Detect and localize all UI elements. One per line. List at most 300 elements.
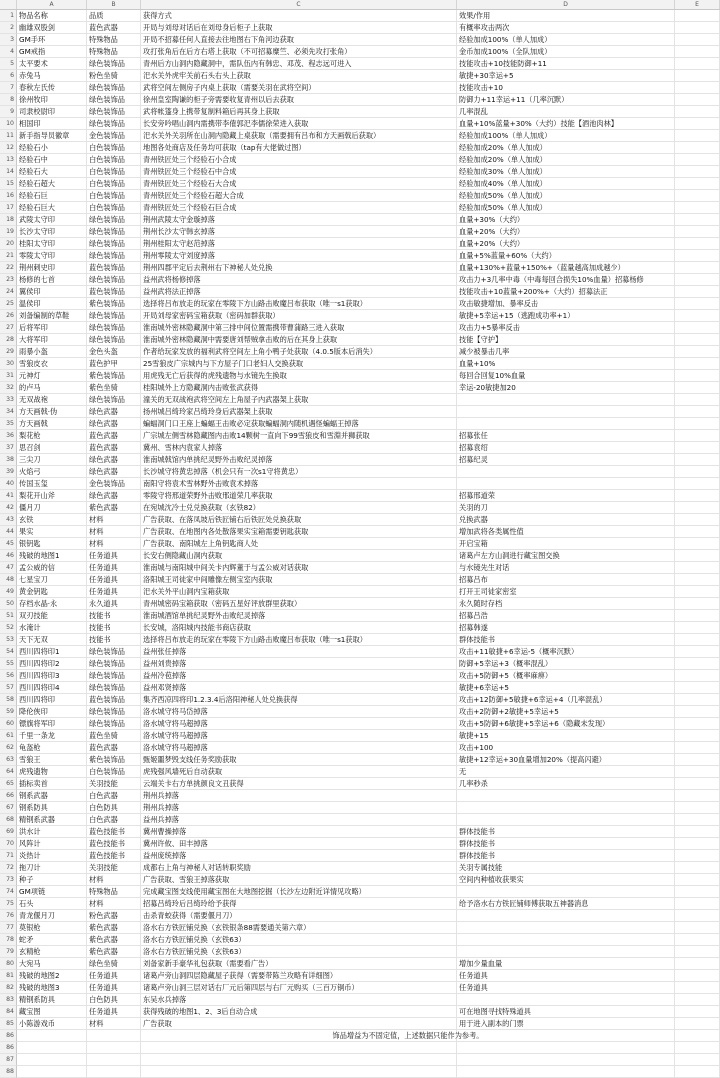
item-name-cell[interactable]: 徐州牧印 xyxy=(17,94,87,106)
effect-cell[interactable]: 敏捷+6幸运+5 xyxy=(457,682,675,694)
source-cell[interactable]: 益州冷苞掉落 xyxy=(141,670,457,682)
column-header-d[interactable]: D xyxy=(457,0,675,9)
source-cell[interactable]: 南阳守将袁术雪林野外击败袁术掉落 xyxy=(141,478,457,490)
effect-cell[interactable] xyxy=(457,790,675,802)
source-cell[interactable]: 25雪狼皮广宗城内与下方屋子门口老妇人交换获取 xyxy=(141,358,457,370)
source-cell[interactable]: 洛水城守将马岱掉落 xyxy=(141,706,457,718)
quality-cell[interactable]: 金色装饰品 xyxy=(87,130,141,142)
row-number[interactable]: 20 xyxy=(0,238,17,250)
effect-cell[interactable]: 幸运-20敏捷加20 xyxy=(457,382,675,394)
row-number[interactable]: 38 xyxy=(0,454,17,466)
source-cell[interactable]: 桂阳城外上方隐藏洞内击败张武获得 xyxy=(141,382,457,394)
row-number[interactable]: 35 xyxy=(0,418,17,430)
quality-cell[interactable]: 蓝色坐骑 xyxy=(87,730,141,742)
effect-cell[interactable] xyxy=(457,946,675,958)
row-number[interactable]: 42 xyxy=(0,502,17,514)
empty-cell[interactable] xyxy=(675,610,720,622)
empty-cell[interactable] xyxy=(675,766,720,778)
source-cell[interactable]: 青州城密码宝箱获取（密码五星好评放群里获取） xyxy=(141,598,457,610)
source-cell[interactable]: 攻打张角后在后方右塔上获取（不可招募糜竺、必须先攻打张角） xyxy=(141,46,457,58)
item-name-cell[interactable]: 雪狼皮衣 xyxy=(17,358,87,370)
row-number[interactable]: 79 xyxy=(0,946,17,958)
item-name-cell[interactable]: 大将军印 xyxy=(17,334,87,346)
row-number[interactable]: 2 xyxy=(0,22,17,34)
item-name-cell[interactable]: 传国玉玺 xyxy=(17,478,87,490)
effect-cell[interactable]: 招募吕布 xyxy=(457,574,675,586)
effect-cell[interactable]: 有概率攻击两次 xyxy=(457,22,675,34)
source-cell[interactable]: 淮南城戟馆内单挑纪灵野外击败纪灵掉落 xyxy=(141,454,457,466)
item-name-cell[interactable]: GM手环 xyxy=(17,34,87,46)
empty-cell[interactable] xyxy=(675,214,720,226)
quality-cell[interactable]: 材料 xyxy=(87,1018,141,1030)
effect-cell[interactable]: 血量+20%（大约） xyxy=(457,238,675,250)
source-cell[interactable]: 诸葛卢旁山洞四层隐藏屋子获得（需要带陈兰攻略有详细图） xyxy=(141,970,457,982)
quality-cell[interactable]: 白色武器 xyxy=(87,790,141,802)
source-cell[interactable]: 广宗城左侧雪林隐藏图内击败14颗树一直向下99雪狼皮和雪淵并狮获取 xyxy=(141,430,457,442)
empty-cell[interactable] xyxy=(675,994,720,1006)
effect-cell[interactable] xyxy=(457,934,675,946)
effect-cell[interactable]: 防御+5幸运+3（概率混乱） xyxy=(457,658,675,670)
empty-cell[interactable] xyxy=(675,838,720,850)
quality-cell[interactable]: 绿色装饰品 xyxy=(87,58,141,70)
quality-cell[interactable]: 紫色武器 xyxy=(87,946,141,958)
empty-cell[interactable] xyxy=(675,622,720,634)
effect-cell[interactable]: 敏捷+15 xyxy=(457,730,675,742)
item-name-cell[interactable]: 新手指导员徽章 xyxy=(17,130,87,142)
effect-cell[interactable] xyxy=(457,1054,675,1066)
empty-cell[interactable] xyxy=(675,970,720,982)
row-number[interactable]: 8 xyxy=(0,94,17,106)
row-number[interactable]: 24 xyxy=(0,286,17,298)
empty-cell[interactable] xyxy=(675,1054,720,1066)
source-cell[interactable]: 益州张任掉落 xyxy=(141,646,457,658)
row-number[interactable]: 1 xyxy=(0,10,17,22)
row-number[interactable]: 23 xyxy=(0,274,17,286)
empty-cell[interactable] xyxy=(675,22,720,34)
quality-cell[interactable]: 材料 xyxy=(87,538,141,550)
source-cell[interactable]: 荆州兵掉落 xyxy=(141,802,457,814)
row-number[interactable]: 86 xyxy=(0,1042,17,1054)
empty-cell[interactable] xyxy=(675,46,720,58)
effect-cell[interactable]: 招募韩遂 xyxy=(457,622,675,634)
row-number[interactable]: 5 xyxy=(0,58,17,70)
item-name-cell[interactable]: 经验石超大 xyxy=(17,178,87,190)
quality-cell[interactable]: 绿色武器 xyxy=(87,490,141,502)
quality-cell[interactable]: 蓝色装饰品 xyxy=(87,262,141,274)
item-name-cell[interactable]: 钢系防具 xyxy=(17,802,87,814)
empty-cell[interactable] xyxy=(675,82,720,94)
source-cell[interactable]: 徐州皇室陶谦的柜子旁需要收复青州以后去获取 xyxy=(141,94,457,106)
source-cell[interactable]: 地图各处商店及任务均可获取（tap有大佬做过图） xyxy=(141,142,457,154)
source-cell[interactable]: 洛水右方铁匠铺兑换（玄铁63） xyxy=(141,946,457,958)
item-name-cell[interactable]: 残破的地图1 xyxy=(17,550,87,562)
source-cell[interactable]: 广告获取、在地图内各处散落果实宝箱需要钥匙获取 xyxy=(141,526,457,538)
row-number[interactable]: 48 xyxy=(0,574,17,586)
effect-cell[interactable]: 血量+5%蓝量+60%（大约） xyxy=(457,250,675,262)
quality-cell[interactable]: 白色防具 xyxy=(87,802,141,814)
empty-cell[interactable] xyxy=(675,118,720,130)
row-number[interactable]: 74 xyxy=(0,886,17,898)
item-name-cell[interactable]: 残破的地图3 xyxy=(17,982,87,994)
effect-cell[interactable]: 经验加成30%（单人加成） xyxy=(457,166,675,178)
quality-cell[interactable]: 任务道具 xyxy=(87,550,141,562)
empty-cell[interactable] xyxy=(675,778,720,790)
quality-cell[interactable]: 白色武器 xyxy=(87,814,141,826)
quality-cell[interactable]: 绿色装饰品 xyxy=(87,274,141,286)
quality-cell[interactable]: 绿色装饰品 xyxy=(87,670,141,682)
item-name-cell[interactable]: 孟公威的信 xyxy=(17,562,87,574)
quality-cell[interactable]: 绿色装饰品 xyxy=(87,646,141,658)
source-cell[interactable]: 青州铁匠处三个经验石中合成 xyxy=(141,166,457,178)
row-number[interactable]: 56 xyxy=(0,670,17,682)
quality-cell[interactable]: 关羽技能 xyxy=(87,778,141,790)
item-name-cell[interactable]: 青龙偃月刀 xyxy=(17,910,87,922)
effect-cell[interactable]: 群体技能书 xyxy=(457,826,675,838)
item-name-cell[interactable]: GM项链 xyxy=(17,886,87,898)
row-number[interactable]: 9 xyxy=(0,106,17,118)
effect-cell[interactable]: 攻击+5防御+6敏捷+5幸运+6（隐藏未发现） xyxy=(457,718,675,730)
quality-cell[interactable]: 紫色坐骑 xyxy=(87,382,141,394)
empty-cell[interactable] xyxy=(675,598,720,610)
empty-cell[interactable] xyxy=(675,490,720,502)
row-number[interactable]: 58 xyxy=(0,694,17,706)
quality-cell[interactable]: 粉色武器 xyxy=(87,910,141,922)
quality-cell[interactable]: 技能书 xyxy=(87,622,141,634)
source-cell[interactable]: 扬州城吕绮玲家吕绮玲身后武器架上获取 xyxy=(141,406,457,418)
item-name-cell[interactable]: 长沙太守印 xyxy=(17,226,87,238)
effect-cell[interactable]: 群体技能书 xyxy=(457,850,675,862)
item-name-cell[interactable]: 莫银枪 xyxy=(17,922,87,934)
effect-cell[interactable]: 攻击+11敏捷+6幸运-5（概率沉默） xyxy=(457,646,675,658)
effect-cell[interactable]: 血量+10%蓝量+30%（大约）技能【酒池肉林】 xyxy=(457,118,675,130)
quality-cell[interactable]: 绿色装饰品 xyxy=(87,322,141,334)
source-cell[interactable]: 作者给玩家发放的福利武将空间左上角小鸭子处获取（4.0.5版本后消失） xyxy=(141,346,457,358)
item-name-cell[interactable]: 经验石大 xyxy=(17,166,87,178)
item-name-cell[interactable]: 的卢马 xyxy=(17,382,87,394)
source-cell[interactable]: 益州兵掉落 xyxy=(141,814,457,826)
quality-cell[interactable]: 品质 xyxy=(87,10,141,22)
item-name-cell[interactable]: 相国印 xyxy=(17,118,87,130)
item-name-cell[interactable] xyxy=(17,1066,87,1078)
empty-cell[interactable] xyxy=(675,874,720,886)
item-name-cell[interactable]: 雨暴小盔 xyxy=(17,346,87,358)
row-number[interactable]: 60 xyxy=(0,718,17,730)
quality-cell[interactable]: 任务道具 xyxy=(87,574,141,586)
effect-cell[interactable] xyxy=(457,406,675,418)
source-cell[interactable]: 青州铁匠处三个经验石大合成 xyxy=(141,178,457,190)
empty-cell[interactable] xyxy=(675,106,720,118)
empty-cell[interactable] xyxy=(675,706,720,718)
empty-cell[interactable] xyxy=(675,274,720,286)
item-name-cell[interactable]: 幽雄双股剑 xyxy=(17,22,87,34)
empty-cell[interactable] xyxy=(675,58,720,70)
row-number[interactable]: 19 xyxy=(0,226,17,238)
effect-cell[interactable]: 招募吕浩 xyxy=(457,610,675,622)
item-name-cell[interactable]: 雪狼王 xyxy=(17,754,87,766)
quality-cell[interactable]: 白色装饰品 xyxy=(87,766,141,778)
effect-cell[interactable]: 敏捷+30幸运+5 xyxy=(457,70,675,82)
source-cell[interactable]: 汜水关外平山洞内宝箱获取 xyxy=(141,586,457,598)
source-cell[interactable]: 青州铁匠处三个经验石巨合成 xyxy=(141,202,457,214)
empty-cell[interactable] xyxy=(675,802,720,814)
effect-cell[interactable]: 招募袁绍 xyxy=(457,442,675,454)
effect-cell[interactable]: 敏捷+12幸运+30血量增加20%（提高闪避） xyxy=(457,754,675,766)
effect-cell[interactable]: 血量+130%+蓝量+150%+（蓝量越高加成越少） xyxy=(457,262,675,274)
effect-cell[interactable] xyxy=(457,802,675,814)
source-cell[interactable]: 选择将吕布放走的玩家在零陵下方山路击败魔吕布获取（唯一s1获取） xyxy=(141,298,457,310)
row-number[interactable]: 78 xyxy=(0,934,17,946)
row-number[interactable]: 17 xyxy=(0,202,17,214)
source-cell[interactable]: 广告获取、雪狼王掉落获取 xyxy=(141,874,457,886)
row-number[interactable]: 32 xyxy=(0,382,17,394)
item-name-cell[interactable]: 精钢系防具 xyxy=(17,994,87,1006)
column-header-c[interactable]: C xyxy=(141,0,457,9)
row-number[interactable]: 4 xyxy=(0,46,17,58)
empty-cell[interactable] xyxy=(675,694,720,706)
row-number[interactable]: 73 xyxy=(0,874,17,886)
row-number[interactable]: 25 xyxy=(0,298,17,310)
empty-cell[interactable] xyxy=(675,1066,720,1078)
row-number[interactable]: 80 xyxy=(0,958,17,970)
empty-cell[interactable] xyxy=(675,466,720,478)
source-cell[interactable]: 长沙城守将黄忠掉落（机会只有一次s1守将黄忠） xyxy=(141,466,457,478)
quality-cell[interactable]: 绿色装饰品 xyxy=(87,94,141,106)
column-header-e[interactable]: E xyxy=(675,0,720,9)
empty-cell[interactable] xyxy=(675,262,720,274)
quality-cell[interactable]: 绿色装饰品 xyxy=(87,214,141,226)
row-number[interactable]: 18 xyxy=(0,214,17,226)
item-name-cell[interactable]: 风阵计 xyxy=(17,838,87,850)
row-number[interactable]: 54 xyxy=(0,646,17,658)
row-number[interactable]: 51 xyxy=(0,610,17,622)
quality-cell[interactable]: 绿色装饰品 xyxy=(87,238,141,250)
source-cell[interactable]: 开局与刘母对话后在刘母身后柜子上获取 xyxy=(141,22,457,34)
item-name-cell[interactable]: 西川四将印 xyxy=(17,694,87,706)
row-number[interactable]: 85 xyxy=(0,1018,17,1030)
empty-cell[interactable] xyxy=(675,238,720,250)
row-number[interactable]: 6 xyxy=(0,70,17,82)
effect-cell[interactable]: 空间内种植收获果实 xyxy=(457,874,675,886)
quality-cell[interactable]: 材料 xyxy=(87,874,141,886)
row-number[interactable]: 33 xyxy=(0,394,17,406)
empty-cell[interactable] xyxy=(675,634,720,646)
source-cell[interactable]: 用虎残无亡后获得的虎残遗物与水镜先生换取 xyxy=(141,370,457,382)
effect-cell[interactable]: 技能攻击+10 xyxy=(457,82,675,94)
quality-cell[interactable]: 绿色装饰品 xyxy=(87,118,141,130)
quality-cell[interactable]: 绿色装饰品 xyxy=(87,250,141,262)
footnote-cell[interactable]: 饰品增益为不固定值，上述数据只能作为参考。 xyxy=(332,1031,484,1040)
effect-cell[interactable] xyxy=(457,466,675,478)
quality-cell[interactable]: 白色装饰品 xyxy=(87,202,141,214)
empty-cell[interactable] xyxy=(675,442,720,454)
row-number[interactable]: 59 xyxy=(0,706,17,718)
effect-cell[interactable]: 防御力+11幸运+11（几率沉默） xyxy=(457,94,675,106)
source-cell[interactable]: 集齐西凉四将印1.2.3.4后洛阳神秘人处兑换获得 xyxy=(141,694,457,706)
source-cell[interactable]: 完成藏宝图支线使用藏宝图在大地图挖掘（长沙左边附近详情见攻略） xyxy=(141,886,457,898)
effect-cell[interactable]: 招募邢道荣 xyxy=(457,490,675,502)
empty-cell[interactable] xyxy=(675,142,720,154)
row-number[interactable]: 40 xyxy=(0,478,17,490)
quality-cell[interactable]: 紫色装饰品 xyxy=(87,370,141,382)
source-cell[interactable]: 青州铁匠处三个经验石小合成 xyxy=(141,154,457,166)
empty-cell[interactable] xyxy=(675,910,720,922)
source-cell[interactable]: 成都右上角与神秘人对话转职奖励 xyxy=(141,862,457,874)
empty-cell[interactable] xyxy=(675,646,720,658)
source-cell[interactable]: 青州铁匠处三个经验石超大合成 xyxy=(141,190,457,202)
empty-cell[interactable] xyxy=(675,958,720,970)
effect-cell[interactable] xyxy=(457,418,675,430)
source-cell[interactable]: 汜水关外虎牢关前石头右头上获取 xyxy=(141,70,457,82)
source-cell[interactable]: 益州武将杨修掉落 xyxy=(141,274,457,286)
source-cell[interactable]: 益州庞统掉落 xyxy=(141,850,457,862)
quality-cell[interactable]: 绿色武器 xyxy=(87,466,141,478)
empty-cell[interactable] xyxy=(675,742,720,754)
quality-cell[interactable]: 绿色装饰品 xyxy=(87,334,141,346)
row-number[interactable]: 63 xyxy=(0,754,17,766)
source-cell[interactable]: 长安城，洛阳城内技能书商店获取 xyxy=(141,622,457,634)
quality-cell[interactable]: 蓝色技能书 xyxy=(87,850,141,862)
quality-cell[interactable]: 任务道具 xyxy=(87,1006,141,1018)
quality-cell[interactable]: 蓝色技能书 xyxy=(87,838,141,850)
row-number[interactable]: 53 xyxy=(0,634,17,646)
effect-cell[interactable]: 任务道具 xyxy=(457,982,675,994)
item-name-cell[interactable]: 洪水计 xyxy=(17,826,87,838)
column-header-a[interactable]: A xyxy=(17,0,87,9)
item-name-cell[interactable]: 经验石小 xyxy=(17,142,87,154)
quality-cell[interactable]: 紫色装饰品 xyxy=(87,298,141,310)
effect-cell[interactable]: 经验加成20%（单人加成） xyxy=(457,142,675,154)
quality-cell[interactable]: 紫色装饰品 xyxy=(87,754,141,766)
item-name-cell[interactable]: 藏宝图 xyxy=(17,1006,87,1018)
effect-cell[interactable] xyxy=(457,886,675,898)
source-cell[interactable]: 开局刘母家密码宝箱获取（密码加群获取） xyxy=(141,310,457,322)
empty-cell[interactable] xyxy=(675,862,720,874)
row-number[interactable]: 75 xyxy=(0,898,17,910)
row-number[interactable]: 36 xyxy=(0,430,17,442)
source-cell[interactable]: 甄姬噩梦毁支线任务奖励获取 xyxy=(141,754,457,766)
empty-cell[interactable] xyxy=(675,574,720,586)
row-number[interactable]: 3 xyxy=(0,34,17,46)
empty-cell[interactable] xyxy=(675,394,720,406)
row-number[interactable]: 52 xyxy=(0,622,17,634)
effect-cell[interactable]: 群体技能书 xyxy=(457,838,675,850)
effect-cell[interactable]: 技能攻击+10技能防御+11 xyxy=(457,58,675,70)
item-name-cell[interactable]: 经验石巨大 xyxy=(17,202,87,214)
item-name-cell[interactable]: 零陵太守印 xyxy=(17,250,87,262)
item-name-cell[interactable]: 西川四将印1 xyxy=(17,646,87,658)
row-number[interactable]: 83 xyxy=(0,994,17,1006)
empty-cell[interactable] xyxy=(675,358,720,370)
source-cell[interactable]: 在宛城沈冷士兑兑换获取（玄铁82） xyxy=(141,502,457,514)
quality-cell[interactable]: 蓝色护甲 xyxy=(87,358,141,370)
effect-cell[interactable]: 攻击+12防御+5敏捷+6幸运+4（几率混乱） xyxy=(457,694,675,706)
effect-cell[interactable]: 给予洛水右方铁匠铺师傅获取五神器消息 xyxy=(457,898,675,910)
item-name-cell[interactable]: 经验石巨 xyxy=(17,190,87,202)
empty-cell[interactable] xyxy=(675,1018,720,1030)
quality-cell[interactable]: 技能书 xyxy=(87,634,141,646)
quality-cell[interactable]: 白色装饰品 xyxy=(87,154,141,166)
item-name-cell[interactable]: 僵月刀 xyxy=(17,502,87,514)
quality-cell[interactable]: 绿色装饰品 xyxy=(87,718,141,730)
effect-cell[interactable]: 关羽的刀 xyxy=(457,502,675,514)
item-name-cell[interactable]: 虎残遗物 xyxy=(17,766,87,778)
empty-cell[interactable] xyxy=(675,382,720,394)
source-cell[interactable]: 诸葛卢旁山洞三层对话右厂元后第四层与右厂元购买（三百万铜币） xyxy=(141,982,457,994)
item-name-cell[interactable]: 七星宝刀 xyxy=(17,574,87,586)
source-cell[interactable]: 淮南城外密林隐藏洞中需要唐刘帮贼拿击败的后在其身上获取 xyxy=(141,334,457,346)
quality-cell[interactable]: 蓝色武器 xyxy=(87,430,141,442)
effect-cell[interactable]: 招募纪灵 xyxy=(457,454,675,466)
effect-cell[interactable]: 几率混乱 xyxy=(457,106,675,118)
row-number[interactable]: 87 xyxy=(0,1054,17,1066)
empty-cell[interactable] xyxy=(675,478,720,490)
item-name-cell[interactable]: 武陵太守印 xyxy=(17,214,87,226)
quality-cell[interactable]: 蓝色武器 xyxy=(87,742,141,754)
empty-cell[interactable] xyxy=(675,130,720,142)
empty-cell[interactable] xyxy=(675,526,720,538)
source-cell[interactable]: 虎残强风墙死后自动获取 xyxy=(141,766,457,778)
source-cell[interactable]: 淮南城酒馆单挑纪灵野外击败纪灵掉落 xyxy=(141,610,457,622)
source-cell[interactable]: 选择将吕布放走的玩家在零陵下方山路击败魔吕布获取（唯一s1获取） xyxy=(141,634,457,646)
empty-cell[interactable] xyxy=(675,286,720,298)
row-number[interactable]: 26 xyxy=(0,310,17,322)
empty-cell[interactable] xyxy=(675,754,720,766)
row-number[interactable]: 7 xyxy=(0,82,17,94)
quality-cell[interactable]: 绿色装饰品 xyxy=(87,706,141,718)
effect-cell[interactable]: 每回合回复10%血量 xyxy=(457,370,675,382)
quality-cell[interactable]: 材料 xyxy=(87,526,141,538)
effect-cell[interactable]: 攻击+5防御+5（概率麻痹） xyxy=(457,670,675,682)
quality-cell[interactable]: 特殊物品 xyxy=(87,34,141,46)
empty-cell[interactable] xyxy=(675,226,720,238)
item-name-cell[interactable]: 插标卖首 xyxy=(17,778,87,790)
row-number[interactable]: 47 xyxy=(0,562,17,574)
effect-cell[interactable]: 增加少量血量 xyxy=(457,958,675,970)
item-name-cell[interactable]: 梨花开山斧 xyxy=(17,490,87,502)
row-number[interactable]: 34 xyxy=(0,406,17,418)
row-number[interactable]: 70 xyxy=(0,838,17,850)
item-name-cell[interactable]: 赤兔马 xyxy=(17,70,87,82)
row-number[interactable]: 82 xyxy=(0,982,17,994)
quality-cell[interactable]: 绿色坐骑 xyxy=(87,958,141,970)
effect-cell[interactable]: 兑换武器 xyxy=(457,514,675,526)
item-name-cell[interactable]: 银钥匙 xyxy=(17,538,87,550)
item-name-cell[interactable]: 种子 xyxy=(17,874,87,886)
source-cell[interactable]: 刘备家新手豪华礼包获取（需要看广告） xyxy=(141,958,457,970)
quality-cell[interactable]: 绿色装饰品 xyxy=(87,310,141,322)
source-cell[interactable]: 荆州武陵太守金璇掉落 xyxy=(141,214,457,226)
quality-cell[interactable]: 绿色装饰品 xyxy=(87,106,141,118)
source-cell[interactable]: 荆州桂阳太守赵范掉落 xyxy=(141,238,457,250)
empty-cell[interactable] xyxy=(675,898,720,910)
item-name-cell[interactable]: GM戒指 xyxy=(17,46,87,58)
quality-cell[interactable]: 蓝色技能书 xyxy=(87,826,141,838)
quality-cell[interactable]: 特殊物品 xyxy=(87,46,141,58)
quality-cell[interactable]: 蓝色装饰品 xyxy=(87,286,141,298)
source-cell[interactable]: 洛水城守将马超掉落 xyxy=(141,730,457,742)
effect-cell[interactable] xyxy=(457,394,675,406)
effect-cell[interactable]: 技能【守护】 xyxy=(457,334,675,346)
empty-cell[interactable] xyxy=(675,886,720,898)
empty-cell[interactable] xyxy=(675,538,720,550)
empty-cell[interactable] xyxy=(675,418,720,430)
effect-cell[interactable]: 与水镜先生对话 xyxy=(457,562,675,574)
item-name-cell[interactable]: 千里一条龙 xyxy=(17,730,87,742)
effect-cell[interactable]: 几率秒杀 xyxy=(457,778,675,790)
row-number[interactable]: 84 xyxy=(0,1006,17,1018)
row-number[interactable]: 69 xyxy=(0,826,17,838)
row-number[interactable]: 10 xyxy=(0,118,17,130)
